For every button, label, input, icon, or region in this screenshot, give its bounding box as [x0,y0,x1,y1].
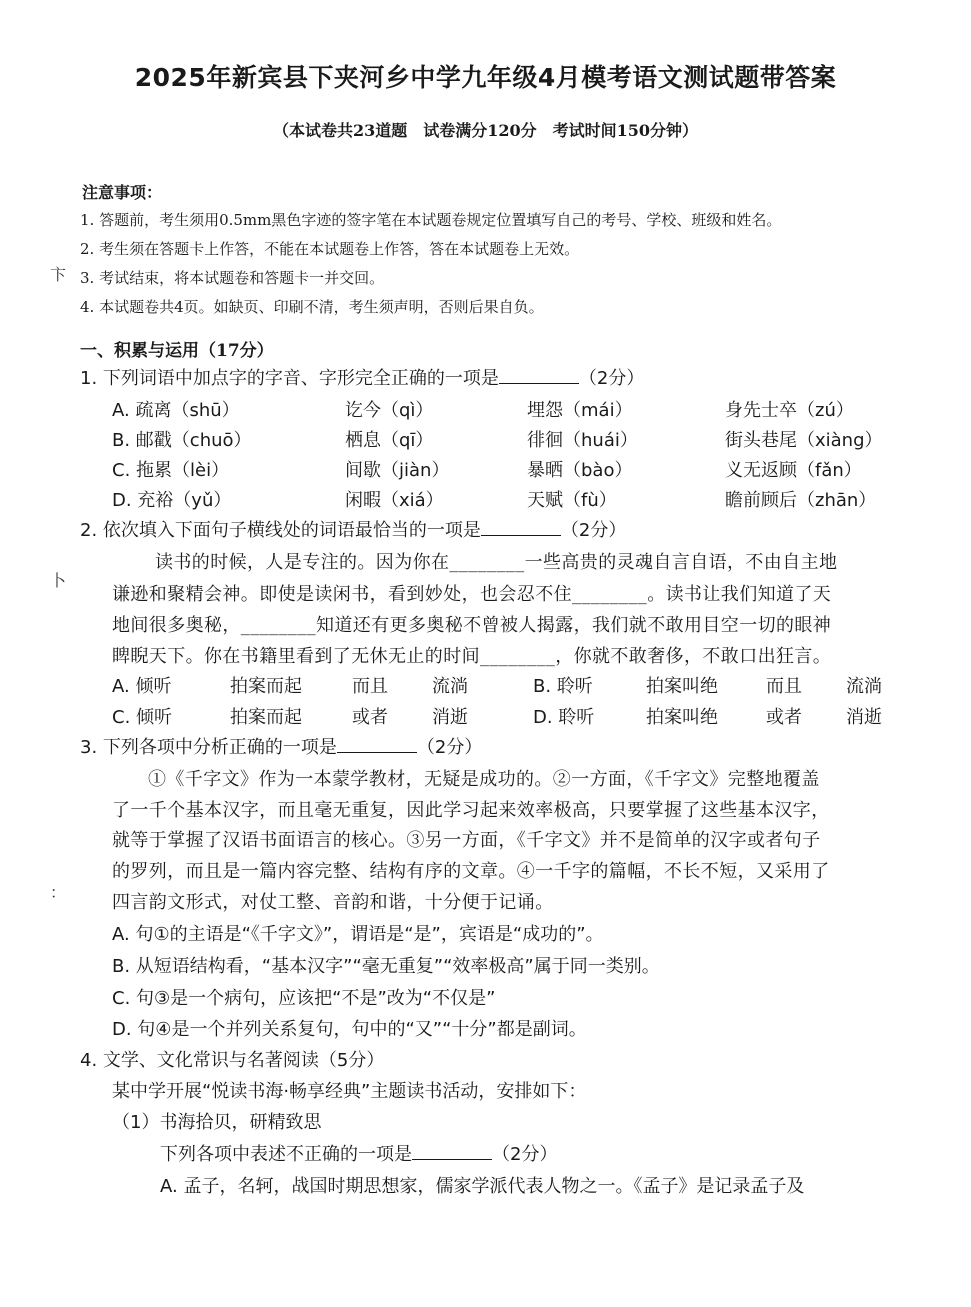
activity-intro: 某中学开展“悦读书海·畅享经典”主题读书活动，安排如下： [112,1081,587,1102]
q1-option-cell: 瞻前顾后（zhān） [725,490,877,511]
q1-option-cell: 暴晒（bào） [527,460,633,481]
q1-option-cell: 埋怨（mái） [527,400,633,421]
q1-option-cell: 闲暇（xiá） [345,490,444,511]
notice-item: 3. 考试结束，将本试题卷和答题卡一并交回。 [80,269,385,287]
question-text: 下列各项中表述不正确的一项是 [160,1144,412,1165]
q2-option-cell: D. 聆听 [533,707,595,728]
question-1-stem [80,364,644,390]
q1-option-cell: 天赋（fù） [527,490,617,511]
passage-line: 睥睨天下。你在书籍里看到了无休无止的时间________，你就不敢奢侈，不敢口出狂言。 [112,646,832,667]
passage-line: 的罗列，而且是一篇内容完整、结构有序的文章。④一千字的篇幅，不长不短，又采用了 [112,861,830,882]
q1-option-cell: 讫今（qì） [345,400,434,421]
passage-line: 谦逊和聚精会神。即使是读闲书，看到妙处，也会忍不住________。读书让我们知道了天 [112,584,832,605]
score: （2分） [492,1144,558,1165]
q2-option-cell: 而且 [352,676,388,697]
question-text: 3. 下列各项中分析正确的一项是 [80,737,337,758]
q1-option-cell: 栖息（qī） [345,430,434,451]
subquestion-stem [160,1140,557,1166]
question-3-stem [80,733,482,759]
q1-option-cell: B. 邮戳（chuō） [112,430,252,451]
q2-option-cell: A. 倾听 [112,676,172,697]
q1-option-cell: 间歇（jiàn） [345,460,450,481]
q2-option-cell: 拍案叫绝 [646,707,718,728]
q2-option-cell: B. 聆听 [533,676,593,697]
subquestion-title: （1）书海拾贝，研精致思 [112,1112,322,1133]
answer-blank [337,751,417,753]
notice-item: 4. 本试题卷共4页。如缺页、印刷不清，考生须声明，否则后果自负。 [80,298,544,316]
score: （2分） [578,368,645,389]
question-text: 1. 下列词语中加点字的字音、字形完全正确的一项是 [80,368,499,389]
q1-option-cell: D. 充裕（yǔ） [112,490,232,511]
answer-blank [412,1158,492,1160]
q2-option-cell: 流淌 [846,676,882,697]
passage-line: 读书的时候，人是专注的。因为你在________一些高贵的灵魂自言自语，不由自主地 [155,552,838,573]
question-4-stem: 4. 文学、文化常识与名著阅读（5分） [80,1050,385,1071]
q2-option-cell: 或者 [352,707,388,728]
answer-blank [481,534,561,536]
question-text: 2. 依次填入下面句子横线处的词语最恰当的一项是 [80,520,481,541]
q1-option-cell: A. 疏离（shū） [112,400,240,421]
score: （2分） [416,737,483,758]
q2-option-cell: 消逝 [846,707,882,728]
notice-item: 2. 考生须在答题卡上作答，不能在本试题卷上作答，答在本试题卷上无效。 [80,240,580,258]
q1-option-cell: C. 拖累（lèi） [112,460,230,481]
q3-option: C. 句③是一个病句，应该把“不是”改为“不仅是” [112,988,496,1009]
q3-option: A. 句①的主语是“《千字文》”，谓语是“是”，宾语是“成功的”。 [112,924,604,945]
passage-line: ①《千字文》作为一本蒙学教材，无疑是成功的。②一方面，《千字文》完整地覆盖 [148,769,820,790]
section-heading: 一、积累与运用（17分） [80,341,274,361]
margin-mark: 卜 [50,571,67,590]
passage-line: 了一千个基本汉字，而且毫无重复，因此学习起来效率极高，只要掌握了这些基本汉字， [112,800,830,821]
margin-mark: ： [50,883,67,902]
score: （2分） [560,520,627,541]
margin-mark: 卞 [50,265,67,284]
subquestion-option: A. 孟子，名轲，战国时期思想家，儒家学派代表人物之一。《孟子》是记录孟子及 [160,1176,805,1197]
q2-option-cell: 或者 [766,707,802,728]
q3-option: D. 句④是一个并列关系复句，句中的“又”“十分”都是副词。 [112,1019,587,1040]
passage-line: 地间很多奥秘，________知道还有更多奥秘不曾被人揭露，我们就不敢用目空一切的眼神 [112,615,832,636]
q2-option-cell: 而且 [766,676,802,697]
q2-option-cell: 流淌 [432,676,468,697]
passage-line: 四言韵文形式，对仗工整、音韵和谐，十分便于记诵。 [112,892,554,913]
passage-line: 就等于掌握了汉语书面语言的核心。③另一方面，《千字文》并不是简单的汉字或者句子 [112,830,821,851]
answer-blank [499,382,579,384]
notice-heading: 注意事项： [82,183,163,202]
q2-option-cell: C. 倾听 [112,707,173,728]
exam-info: （本试卷共23道题 试卷满分120分 考试时间150分钟） [272,121,699,140]
q1-option-cell: 身先士卒（zú） [725,400,854,421]
q3-option: B. 从短语结构看，“基本汉字”“毫无重复”“效率极高”属于同一类别。 [112,956,660,977]
notice-item: 1. 答题前，考生须用0.5mm黑色字迹的签字笔在本试题卷规定位置填写自己的考号、学校、班级和姓名。 [80,211,782,229]
q1-option-cell: 街头巷尾（xiàng） [725,430,883,451]
q2-option-cell: 消逝 [432,707,468,728]
page-title: 2025年新宾县下夹河乡中学九年级4月模考语文测试题带答案 [134,63,837,92]
q2-option-cell: 拍案而起 [230,707,302,728]
q1-option-cell: 徘徊（huái） [527,430,638,451]
question-2-stem [80,516,626,542]
q2-option-cell: 拍案而起 [230,676,302,697]
q1-option-cell: 义无返顾（fǎn） [725,460,862,481]
q2-option-cell: 拍案叫绝 [646,676,718,697]
